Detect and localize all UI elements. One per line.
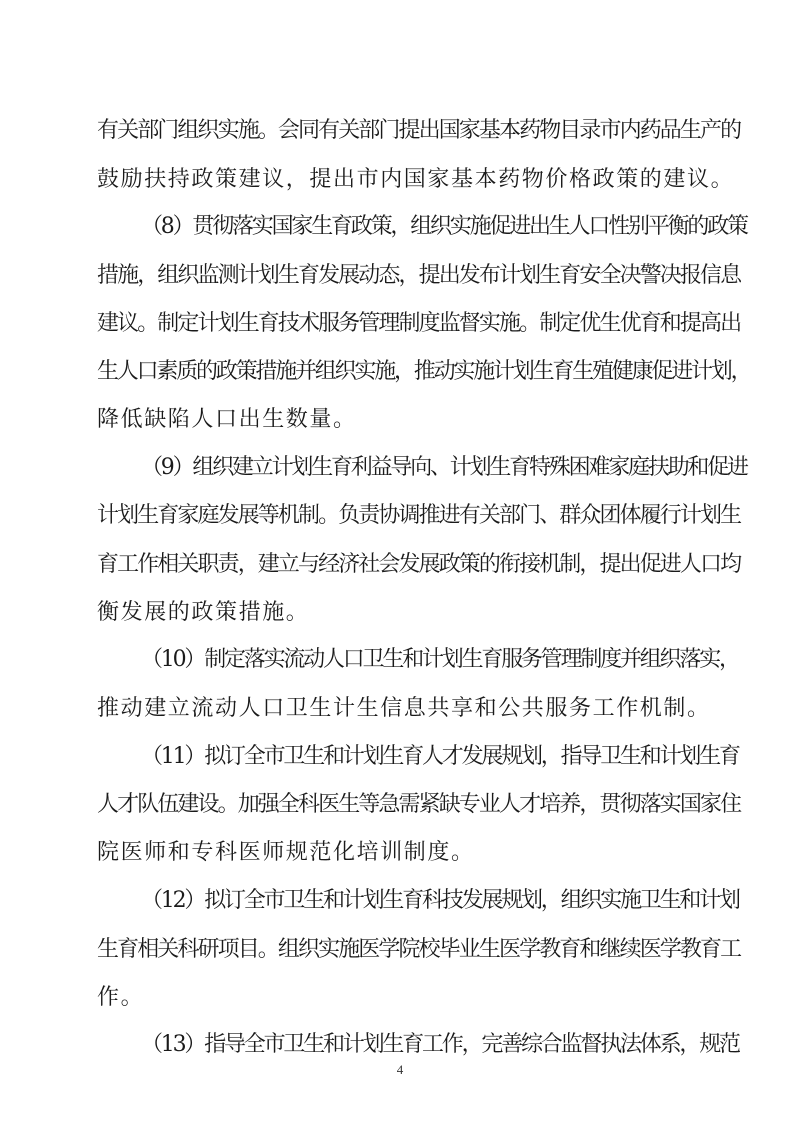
text-line: 计划生育家庭发展等机制。负责协调推进有关部门、群众团体履行计划生 [97, 503, 741, 528]
text-line: 衡发展的政策措施。 [97, 600, 310, 625]
text-line: 鼓励扶持政策建议，提出市内国家基本药物价格政策的建议。 [97, 167, 735, 192]
page-number: 4 [396, 1062, 404, 1077]
text-line: （8）贯彻落实国家生育政策，组织实施促进出生人口性别平衡的政策 [141, 214, 747, 239]
text-line: 生人口素质的政策措施并组织实施，推动实施计划生育生殖健康促进计划， [97, 359, 751, 384]
text-line: 育工作相关职责，建立与经济社会发展政策的衔接机制，提出促进人口均 [97, 552, 741, 577]
text-line: 生育相关科研项目。组织实施医学院校毕业生医学教育和继续医学教育工 [97, 937, 741, 962]
text-line: 人才队伍建设。加强全科医生等急需紧缺专业人才培养，贯彻落实国家住 [97, 792, 741, 817]
text-line: （10）制定落实流动人口卫生和计划生育服务管理制度并组织落实， [141, 647, 739, 672]
text-line: （11）拟订全市卫生和计划生育人才发展规划，指导卫生和计划生育 [141, 744, 739, 769]
text-line: （13）指导全市卫生和计划生育工作，完善综合监督执法体系，规范 [141, 1032, 739, 1057]
text-line: 建议。制定计划生育技术服务管理制度监督实施。制定优生优育和提高出 [97, 311, 741, 336]
text-line: 降低缺陷人口出生数量。 [97, 407, 357, 432]
text-line: 作。 [97, 985, 145, 1010]
text-line: 有关部门组织实施。会同有关部门提出国家基本药物目录市内药品生产的 [97, 118, 741, 143]
text-line: 推动建立流动人口卫生计生信息共享和公共服务工作机制。 [97, 696, 711, 721]
text-line: 措施，组织监测计划生育发展动态，提出发布计划生育安全决警决报信息 [97, 263, 741, 288]
text-line: （12）拟订全市卫生和计划生育科技发展规划，组织实施卫生和计划 [141, 888, 739, 913]
text-line: 院医师和专科医师规范化培训制度。 [97, 840, 475, 865]
text-line: （9）组织建立计划生育利益导向、计划生育特殊困难家庭扶助和促进 [141, 455, 747, 480]
